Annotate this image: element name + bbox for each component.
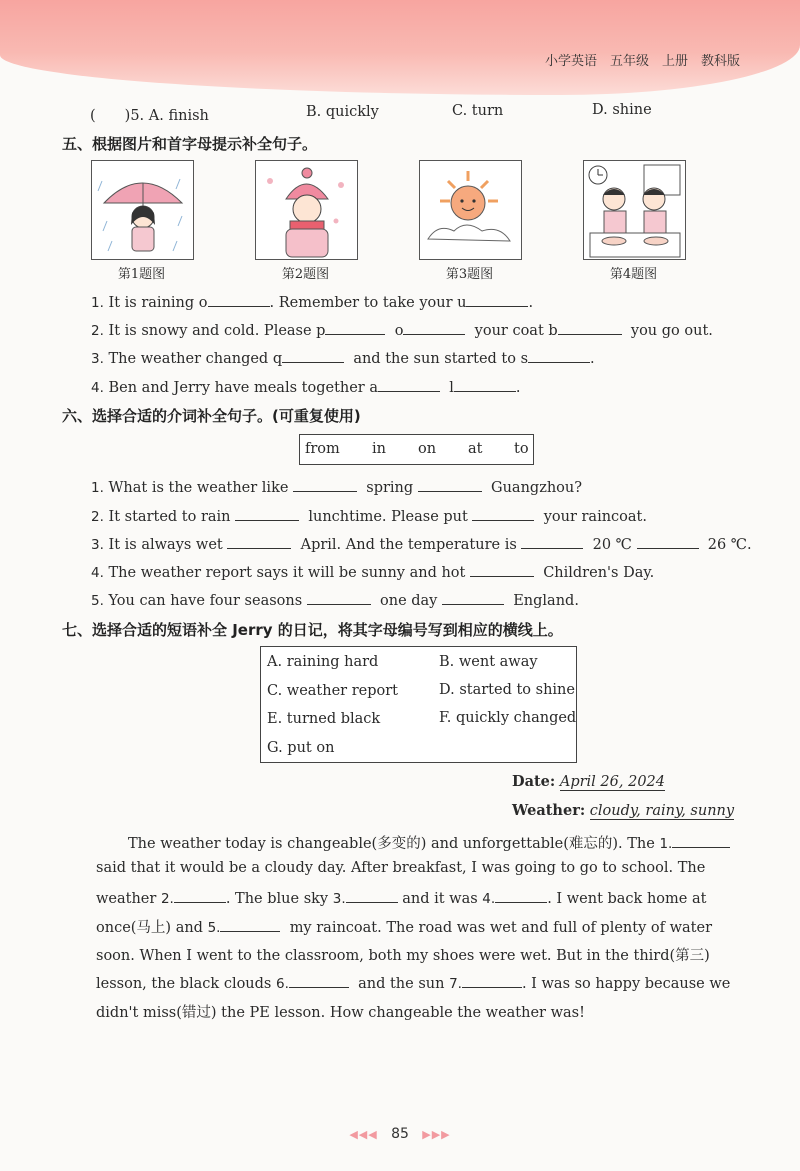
s6-sentence-4 (91, 562, 654, 581)
picture-4-caption: 第4题图 (609, 267, 658, 282)
item-number: 3. (91, 351, 104, 367)
prev-arrows-icon: ◀◀◀ (349, 1128, 378, 1141)
picture-2-caption: 第2题图 (281, 267, 330, 282)
answer-blank[interactable] (289, 973, 349, 988)
picture-4-meal (583, 160, 686, 260)
answer-blank[interactable] (220, 917, 280, 932)
s5-sentence-3 (91, 348, 595, 367)
s5-sentence-2 (91, 320, 713, 339)
diary-text: once(马上) and (96, 920, 203, 936)
diary-line-4 (96, 916, 712, 937)
diary-line-6 (96, 973, 730, 992)
answer-blank[interactable] (282, 348, 344, 363)
sentence-text: England. (513, 593, 579, 609)
sentence-text: Ben and Jerry have meals together a (108, 380, 378, 396)
sentence-text: one day (380, 593, 438, 609)
answer-blank[interactable] (378, 377, 440, 392)
sentence-text: your coat b (474, 323, 558, 339)
sentence-text: It started to rain (108, 509, 231, 525)
item-number: 1. (91, 480, 104, 496)
answer-blank[interactable] (466, 292, 528, 307)
sentence-text: . Remember to take your u (269, 295, 467, 311)
answer-blank[interactable] (495, 888, 547, 903)
answer-blank[interactable] (293, 477, 357, 492)
s5-sentence-1 (91, 292, 533, 311)
answer-blank[interactable] (442, 590, 504, 605)
s5-sentence-4 (91, 377, 520, 396)
sentence-text: . (528, 295, 534, 311)
page-header-banner (0, 0, 800, 95)
sentence-text: You can have four seasons (108, 593, 303, 609)
answer-paren[interactable]: ( ) (90, 108, 131, 124)
blank-number: 3. (332, 891, 346, 907)
answer-blank[interactable] (208, 292, 270, 307)
answer-blank[interactable] (672, 833, 730, 848)
sentence-text: . (590, 351, 595, 367)
phrase-option-c: C. weather report (267, 683, 399, 699)
item-number: 2. (91, 323, 104, 339)
phrase-option-b: B. went away (439, 654, 538, 670)
date-value: April 26, 2024 (559, 774, 665, 790)
sentence-text: you go out. (630, 323, 713, 339)
answer-blank[interactable] (521, 534, 583, 549)
word-to: to (514, 441, 529, 457)
picture-1-umbrella (91, 160, 194, 260)
diary-text: lesson, the black clouds (96, 976, 272, 992)
word-in: in (372, 441, 386, 457)
q5-option-c: C. turn (452, 103, 504, 119)
blank-number: 1. (659, 836, 673, 852)
s6-sentence-2 (91, 506, 647, 525)
phrase-option-g: G. put on (267, 740, 335, 756)
sentence-text: your raincoat. (543, 509, 647, 525)
next-arrows-icon: ▶▶▶ (422, 1128, 451, 1141)
sentence-text: lunchtime. Please put (308, 509, 468, 525)
picture-3-sun (419, 160, 522, 260)
phrase-option-e: E. turned black (267, 711, 381, 727)
item-number: 2. (91, 509, 104, 525)
diary-line-5: soon. When I went to the classroom, both my shoes were wet. But in the third(第三) (96, 948, 710, 964)
diary-text: my raincoat. The road was wet and full of plenty of water (289, 920, 712, 936)
word-bank (299, 434, 534, 465)
diary-line-3 (96, 888, 706, 907)
diary-weather (512, 802, 734, 819)
page-footer (0, 1126, 800, 1142)
diary-text: . I went back home at (547, 891, 707, 907)
answer-blank[interactable] (470, 562, 534, 577)
phrase-option-a: A. raining hard (267, 654, 379, 670)
answer-blank[interactable] (528, 348, 590, 363)
blank-number: 2. (160, 891, 174, 907)
phrase-bank (260, 646, 577, 763)
picture-3-caption: 第3题图 (445, 267, 494, 282)
s6-sentence-1 (91, 477, 582, 496)
weather-value: cloudy, rainy, sunny (589, 803, 735, 819)
answer-blank[interactable] (462, 973, 522, 988)
picture-2-winter-girl (255, 160, 358, 260)
answer-blank[interactable] (472, 506, 534, 521)
phrase-option-d: D. started to shine (439, 682, 575, 698)
answer-blank[interactable] (454, 377, 516, 392)
blank-number: 7. (449, 976, 462, 992)
sentence-text: 20 ℃ (592, 537, 632, 553)
diary-text: . I was so happy because we (521, 976, 731, 992)
sentence-text: It is always wet (108, 537, 223, 553)
diary-text: . The blue sky (225, 891, 329, 907)
diary-text: and the sun (358, 976, 445, 992)
section5-title: 五、根据图片和首字母提示补全句子。 (62, 135, 318, 153)
picture-1-caption: 第1题图 (117, 267, 166, 282)
answer-blank[interactable] (558, 320, 622, 335)
q5-option-b: B. quickly (306, 104, 379, 120)
diary-text: The weather today is changeable(多变的) and unforgettable(难忘的). The (128, 836, 655, 852)
s6-sentence-3 (91, 534, 752, 553)
q5-row (90, 104, 209, 125)
item-number: 4. (91, 380, 104, 396)
answer-blank[interactable] (637, 534, 699, 549)
sentence-text: The weather report says it will be sunny and hot (108, 565, 466, 581)
sentence-text: Children's Day. (543, 565, 655, 581)
sentence-text: . (515, 380, 521, 396)
sentence-text: April. And the temperature is (300, 537, 517, 553)
phrase-option-f: F. quickly changed (439, 710, 577, 726)
item-number: 1. (91, 295, 104, 311)
sentence-text: and the sun started to s (353, 351, 529, 367)
diary-line-1 (128, 832, 730, 853)
diary-text: and it was (402, 891, 478, 907)
page-number: 85 (391, 1126, 409, 1142)
sentence-text: It is raining o (108, 295, 208, 311)
q5-option-d: D. shine (592, 102, 652, 118)
item-number: 5. (91, 593, 104, 609)
diary-date (512, 773, 665, 790)
answer-blank[interactable] (418, 477, 482, 492)
blank-number: 4. (482, 891, 496, 907)
s6-sentence-5 (91, 590, 579, 609)
diary-text: weather (96, 891, 157, 907)
sentence-text: spring (366, 480, 414, 496)
section6-title: 六、选择合适的介词补全句子。(可重复使用) (62, 407, 361, 425)
sentence-text: 26 ℃. (707, 537, 752, 553)
item-number: 3. (91, 537, 104, 553)
sentence-text: Guangzhou? (491, 480, 583, 496)
q5-option-a: 5. A. finish (130, 108, 209, 124)
answer-blank[interactable] (307, 590, 371, 605)
word-at: at (468, 441, 483, 457)
blank-number: 5. (207, 920, 221, 936)
answer-blank[interactable] (403, 320, 465, 335)
answer-blank[interactable] (346, 888, 398, 903)
sentence-text: The weather changed q (108, 351, 283, 367)
weather-label: Weather: (512, 802, 586, 819)
answer-blank[interactable] (235, 506, 299, 521)
item-number: 4. (91, 565, 104, 581)
sentence-text: What is the weather like (108, 480, 289, 496)
word-from: from (305, 441, 340, 457)
sentence-text: l (449, 380, 454, 396)
word-on: on (418, 441, 437, 457)
diary-line-2: said that it would be a cloudy day. After breakfast, I was going to go to school. The (96, 860, 706, 876)
answer-blank[interactable] (325, 320, 385, 335)
sentence-text: It is snowy and cold. Please p (108, 323, 326, 339)
date-label: Date: (512, 773, 556, 790)
blank-number: 6. (275, 976, 289, 992)
header-text: 小学英语 五年级 上册 教科版 (544, 54, 740, 69)
answer-blank[interactable] (227, 534, 291, 549)
answer-blank[interactable] (174, 888, 226, 903)
sentence-text: o (394, 323, 404, 339)
section7-title: 七、选择合适的短语补全 Jerry 的日记，将其字母编号写到相应的横线上。 (62, 621, 563, 639)
diary-line-7: didn't miss(错过) the PE lesson. How changeable the weather was! (96, 1005, 585, 1021)
